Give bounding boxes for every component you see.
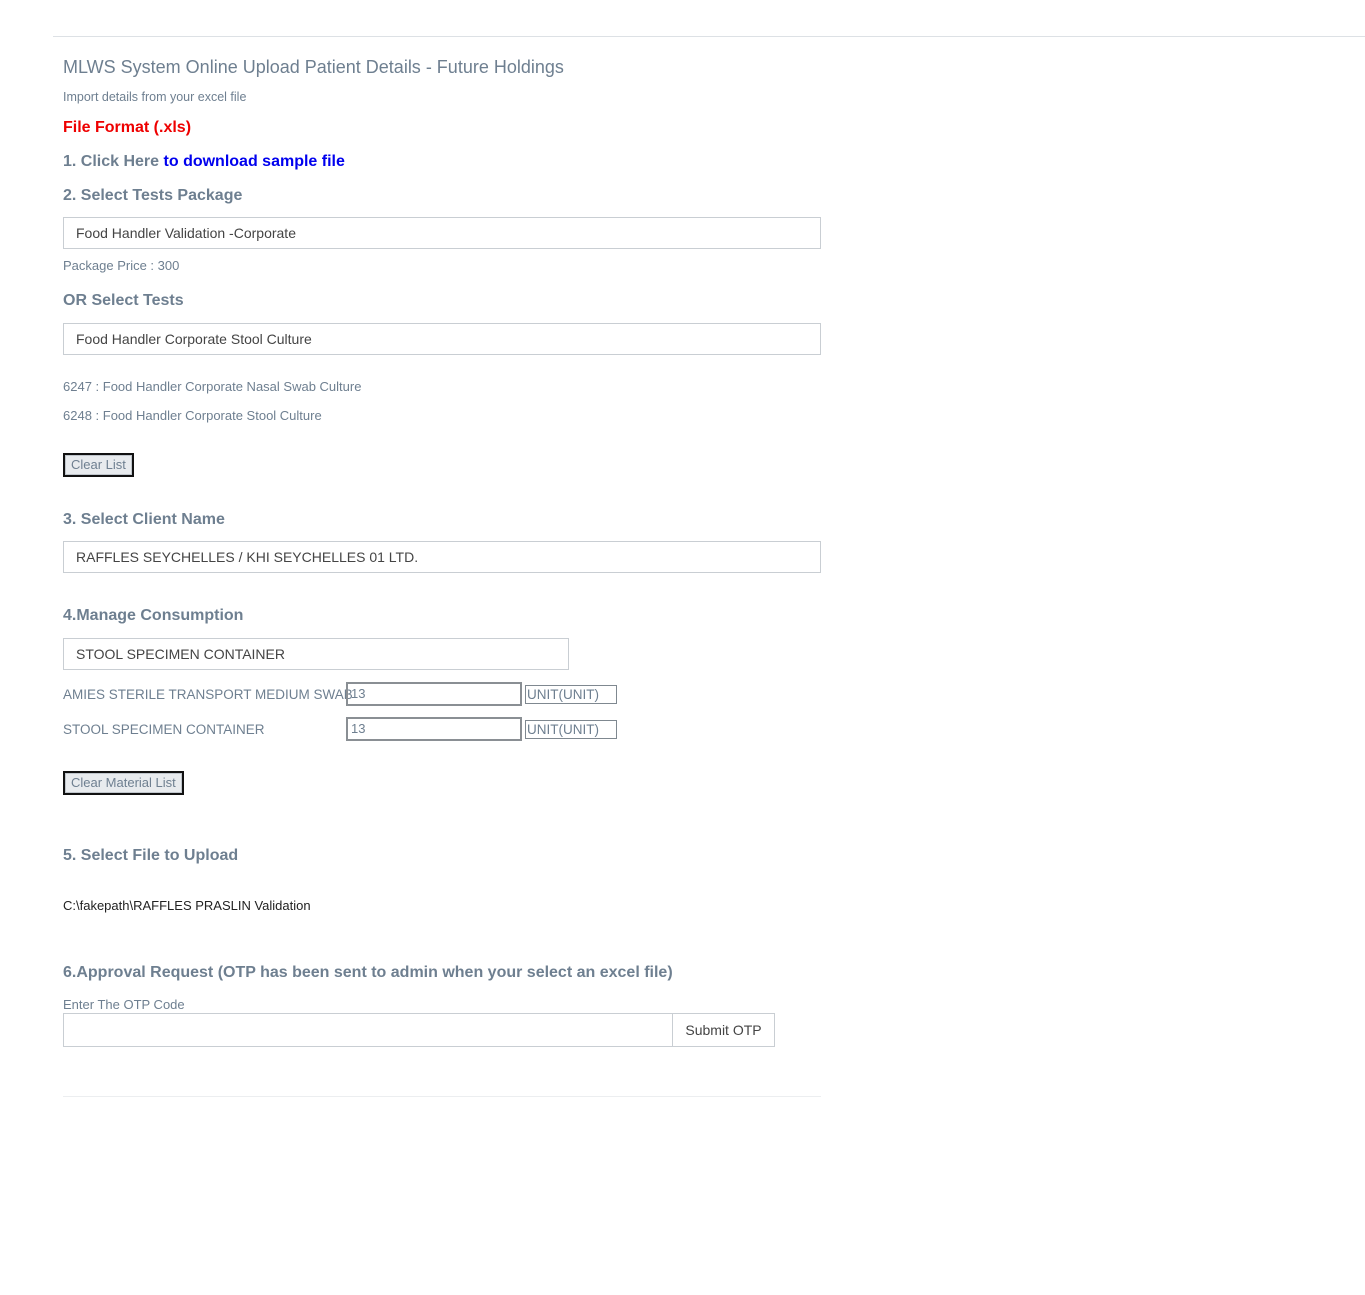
clear-material-list-button[interactable]: Clear Material List [63, 771, 184, 795]
step2-heading: 2. Select Tests Package [63, 187, 243, 204]
material-qty-input[interactable]: 13 [346, 682, 522, 706]
material-select[interactable]: STOOL SPECIMEN CONTAINER [63, 638, 569, 670]
selected-test-item: 6247 : Food Handler Corporate Nasal Swab Culture [63, 379, 362, 394]
otp-label: Enter The OTP Code [63, 997, 185, 1012]
or-tests-heading: OR Select Tests [63, 292, 184, 309]
file-format-note: File Format (.xls) [63, 119, 192, 136]
submit-otp-button[interactable]: Submit OTP [672, 1013, 775, 1047]
material-name: AMIES STERILE TRANSPORT MEDIUM SWAB [63, 687, 353, 702]
package-price: Package Price : 300 [63, 258, 180, 273]
step6-heading: 6.Approval Request (OTP has been sent to admin when your select an excel file) [63, 964, 673, 981]
tests-select[interactable]: Food Handler Corporate Stool Culture [63, 323, 821, 355]
material-qty-input[interactable]: 13 [346, 717, 522, 741]
material-unit: UNIT(UNIT) [525, 685, 617, 704]
step1-heading [63, 153, 345, 171]
page-title: MLWS System Online Upload Patient Details - Future Holdings [63, 57, 564, 77]
material-name: STOOL SPECIMEN CONTAINER [63, 722, 265, 737]
top-divider [53, 36, 1365, 37]
bottom-divider [63, 1096, 821, 1097]
client-select[interactable]: RAFFLES SEYCHELLES / KHI SEYCHELLES 01 LTD. [63, 541, 821, 573]
page-subtitle: Import details from your excel file [63, 90, 247, 104]
step3-heading: 3. Select Client Name [63, 511, 225, 528]
material-unit: UNIT(UNIT) [525, 720, 617, 739]
clear-list-button[interactable]: Clear List [63, 453, 134, 477]
download-sample-link[interactable]: to download sample file [163, 153, 345, 170]
otp-input[interactable] [63, 1013, 673, 1047]
step1-prefix: 1. Click Here [63, 153, 160, 170]
step4-heading: 4.Manage Consumption [63, 607, 244, 624]
selected-test-item: 6248 : Food Handler Corporate Stool Culture [63, 408, 322, 423]
package-select[interactable]: Food Handler Validation -Corporate [63, 217, 821, 249]
step5-heading: 5. Select File to Upload [63, 847, 239, 864]
file-upload-input[interactable]: C:\fakepath\RAFFLES PRASLIN Validation [63, 898, 311, 913]
